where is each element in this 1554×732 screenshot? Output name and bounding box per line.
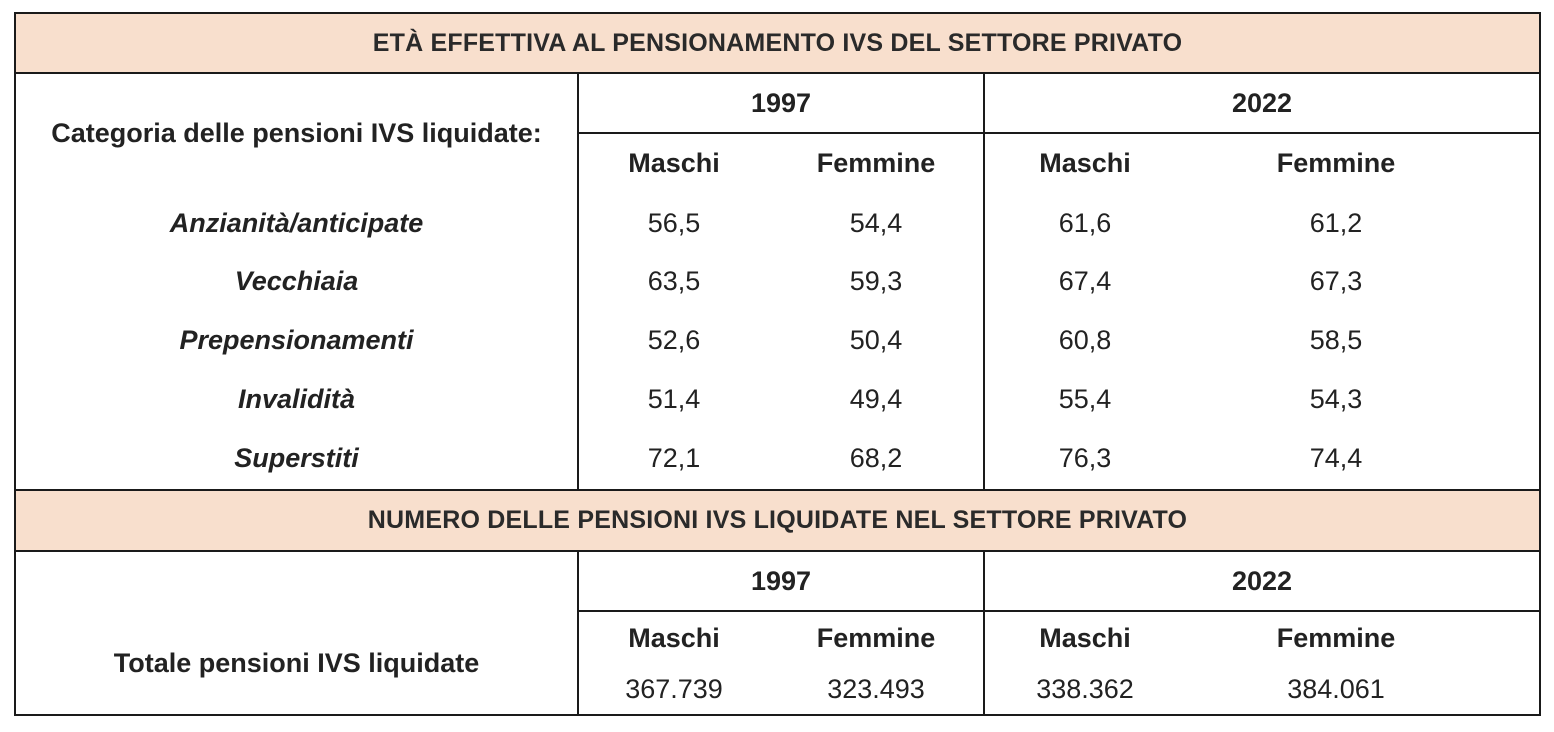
- table-cell: 384.061: [1287, 673, 1385, 704]
- table-cell: 67,4: [1058, 265, 1112, 296]
- gender-header: Femmine: [816, 147, 936, 178]
- table-cell: 49,4: [849, 383, 903, 414]
- year-2022: 2022: [1231, 565, 1293, 596]
- table-cell: 67,3: [1309, 265, 1363, 296]
- table-cell: 52,6: [647, 324, 701, 355]
- gender-header: Femmine: [1276, 147, 1396, 178]
- table-cell: 56,5: [647, 207, 701, 238]
- table-cell: 63,5: [647, 265, 701, 296]
- table-cell: 74,4: [1309, 442, 1363, 473]
- row-label: Vecchiaia: [234, 265, 359, 296]
- pension-table: [14, 12, 1541, 716]
- row-label: Invalidità: [237, 383, 356, 414]
- table-cell: 338.362: [1036, 673, 1134, 704]
- total-row-label: Totale pensioni IVS liquidate: [113, 647, 480, 678]
- table-cell: 51,4: [647, 383, 701, 414]
- row-label: Prepensionamenti: [179, 324, 414, 355]
- row-label: Anzianità/anticipate: [169, 207, 424, 238]
- table-cell: 72,1: [647, 442, 701, 473]
- table-cell: 58,5: [1309, 324, 1363, 355]
- year-2022: 2022: [1231, 87, 1293, 118]
- row-label: Superstiti: [234, 442, 359, 473]
- table-cell: 54,3: [1309, 383, 1363, 414]
- table-cell: 54,4: [849, 207, 903, 238]
- table-cell: 76,3: [1058, 442, 1112, 473]
- gender-header: Maschi: [628, 622, 720, 653]
- gender-header: Maschi: [628, 147, 720, 178]
- table-cell: 50,4: [849, 324, 903, 355]
- table-cell: 367.739: [625, 673, 723, 704]
- table-cell: 323.493: [827, 673, 925, 704]
- gender-header: Femmine: [816, 622, 936, 653]
- table-cell: 68,2: [849, 442, 903, 473]
- table-cell: 61,6: [1058, 207, 1112, 238]
- table-cell: 60,8: [1058, 324, 1112, 355]
- gender-header: Maschi: [1039, 622, 1131, 653]
- year-1997: 1997: [750, 565, 812, 596]
- section1-title: ETÀ EFFETTIVA AL PENSIONAMENTO IVS DEL SETTORE PRIVATO: [16, 14, 1539, 72]
- year-1997: 1997: [750, 87, 812, 118]
- section2-title: NUMERO DELLE PENSIONI IVS LIQUIDATE NEL SETTORE PRIVATO: [16, 491, 1539, 550]
- table-cell: 55,4: [1058, 383, 1112, 414]
- table-cell: 59,3: [849, 265, 903, 296]
- table-cell: 61,2: [1309, 207, 1363, 238]
- row-header: Categoria delle pensioni IVS liquidate:: [51, 117, 542, 148]
- gender-header: Femmine: [1276, 622, 1396, 653]
- gender-header: Maschi: [1039, 147, 1131, 178]
